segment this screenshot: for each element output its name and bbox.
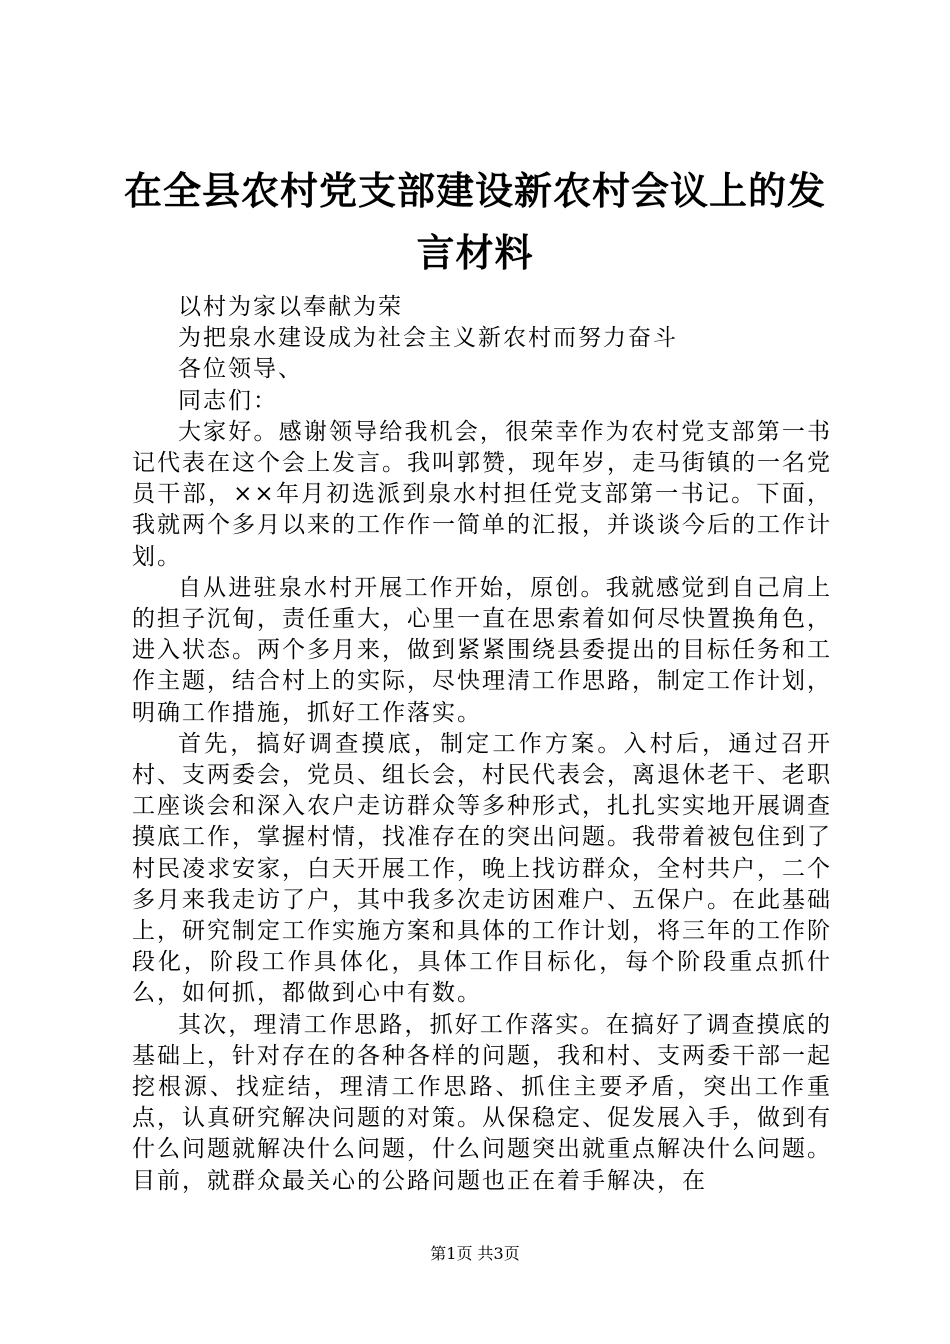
body-paragraph: 自从进驻泉水村开展工作开始，原创。我就感觉到自己肩上的担子沉甸，责任重大，心里一直在思索着如何尽快置换角色，进入状态。两个多月来，做到紧紧围绕县委提出的目标任务和工作主题，结合村上的实际，尽快理清工作思路，制定工作计划，明确工作措施，抓好工作落实。 (132, 574, 832, 726)
document-body (132, 292, 832, 1197)
salutation-line: 各位领导、 (178, 356, 303, 383)
body-paragraph: 首先，搞好调查摸底，制定工作方案。入村后，通过召开村、支两委会，党员、组长会，村民代表会，离退休老干、老职工座谈会和深入农户走访群众等多种形式，扎扎实实地开展调查摸底工作，掌握村情，找准存在的突出问题。我带着被包住到了村民凌求安家，白天开展工作，晚上找访群众，全村共户，二个多月来我走访了户，其中我多次走访困难户、五保户。在此基础上，研究制定工作实施方案和具体的工作计划，将三年的工作阶段化，阶段工作具体化，具体工作目标化，每个阶段重点抓什么，如何抓，都做到心中有数。 (132, 730, 832, 1007)
subtitle-line: 为把泉水建设成为社会主义新农村而努力奋斗 (178, 325, 678, 352)
body-paragraph: 大家好。感谢领导给我机会，很荣幸作为农村党支部第一书记代表在这个会上发言。我叫郭赞，现年岁，走马街镇的一名党员干部，××年月初选派到泉水村担任党支部第一书记。下面，我就两个多月以来的工作作一简单的汇报，并谈谈今后的工作计划。 (132, 418, 832, 570)
page-footer: 第1页 共3页 (430, 1244, 520, 1263)
body-paragraph: 其次，理清工作思路，抓好工作落实。在搞好了调查摸底的基础上，针对存在的各种各样的问题，我和村、支两委干部一起挖根源、找症结，理清工作思路、抓住主要矛盾，突出工作重点，认真研究解决问题的对策。从保稳定、促发展入手，做到有什么问题就解决什么问题，什么问题突出就重点解决什么问题。目前，就群众最关心的公路问题也正在着手解决，在 (132, 1011, 832, 1194)
salutation-line: 同志们： (178, 387, 278, 414)
document-title: 在全县农村党支部建设新农村会议上的发言材料 (123, 168, 826, 275)
subtitle-line: 以村为家以奉献为荣 (178, 294, 403, 320)
